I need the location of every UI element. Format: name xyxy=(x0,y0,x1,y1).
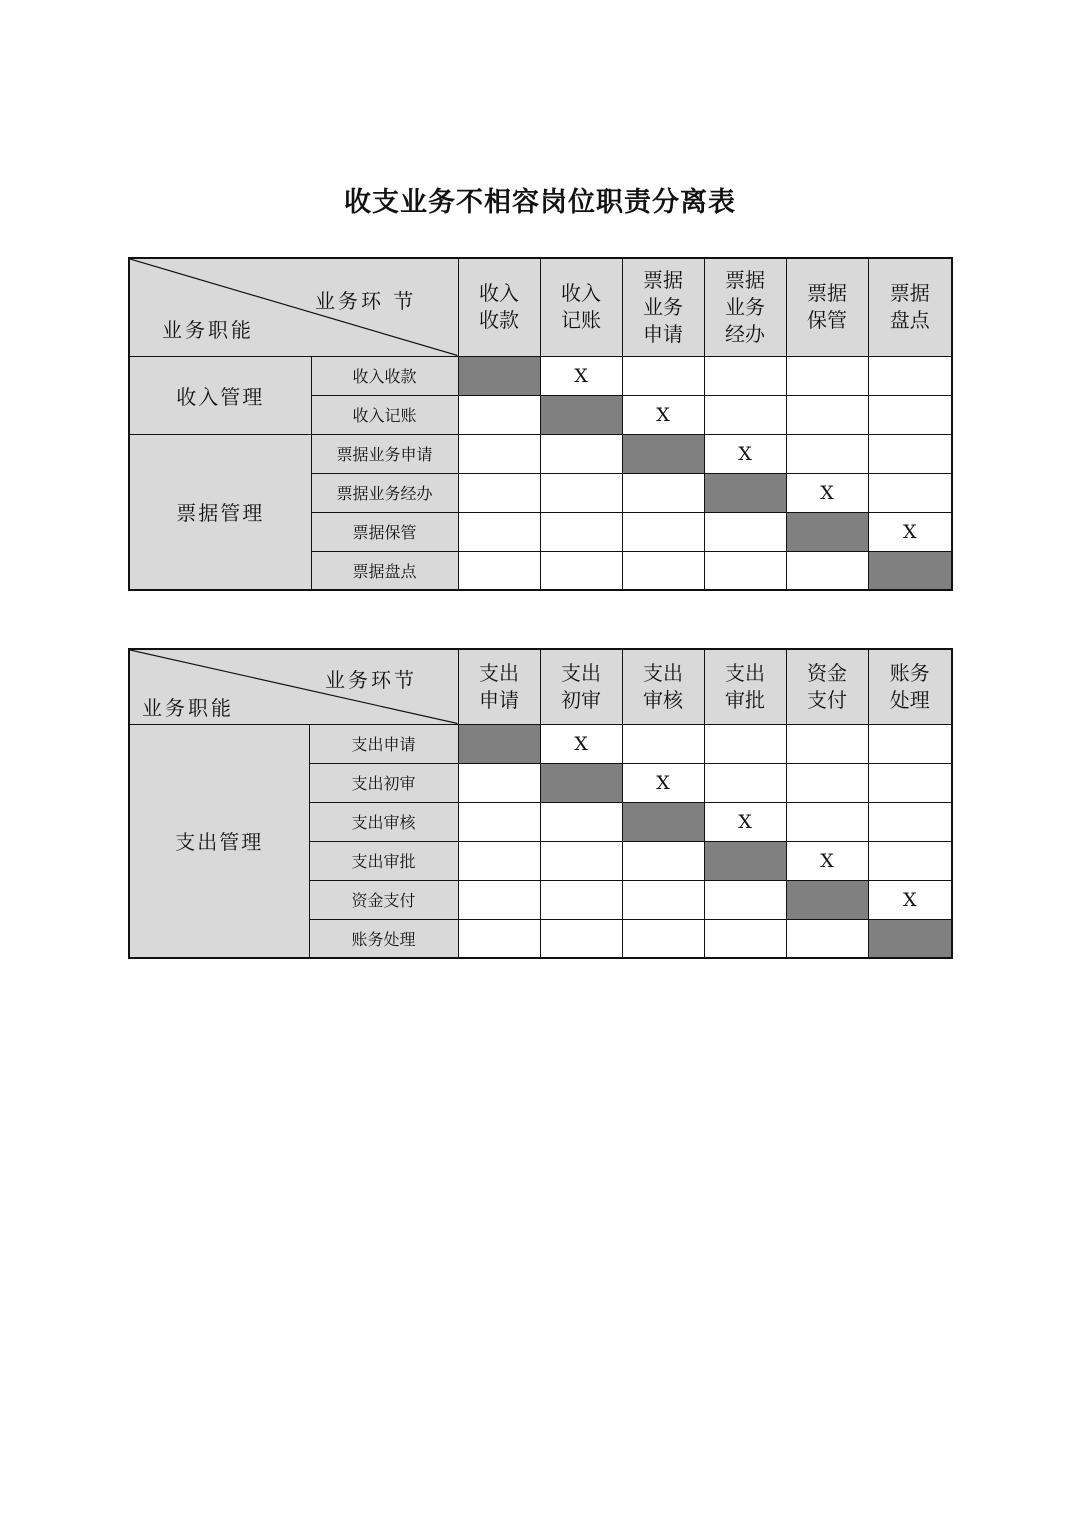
matrix-cell xyxy=(704,395,786,434)
matrix-cell xyxy=(786,919,868,958)
table-row xyxy=(129,724,952,763)
matrix-cell xyxy=(868,356,952,395)
column-header: 票据 盘点 xyxy=(868,258,952,356)
matrix-cell xyxy=(786,473,868,512)
shaded-cell xyxy=(868,919,952,958)
conflict-mark: X xyxy=(902,520,917,543)
corner-bottom-label: 业务职能 xyxy=(162,318,254,342)
column-header: 支出 审批 xyxy=(704,649,786,724)
column-header: 收入 记账 xyxy=(540,258,622,356)
matrix-cell xyxy=(458,919,540,958)
column-header: 支出 审核 xyxy=(622,649,704,724)
page-title: 收支业务不相容岗位职责分离表 xyxy=(344,187,736,218)
income-separation-table xyxy=(128,257,953,591)
column-header: 支出 申请 xyxy=(458,649,540,724)
matrix-cell xyxy=(622,356,704,395)
column-header: 收入 收款 xyxy=(458,258,540,356)
group-label: 票据管理 xyxy=(129,434,311,590)
matrix-cell xyxy=(868,473,952,512)
matrix-cell xyxy=(704,880,786,919)
corner-bottom-label: 业务职能 xyxy=(142,696,234,720)
shaded-cell xyxy=(458,724,540,763)
matrix-cell xyxy=(786,434,868,473)
column-header: 票据 业务 申请 xyxy=(622,258,704,356)
matrix-cell xyxy=(704,919,786,958)
matrix-cell xyxy=(868,512,952,551)
matrix-cell xyxy=(622,473,704,512)
matrix-cell xyxy=(704,512,786,551)
matrix-cell xyxy=(704,434,786,473)
matrix-cell xyxy=(458,473,540,512)
conflict-mark: X xyxy=(820,481,834,504)
matrix-cell xyxy=(540,841,622,880)
shaded-cell xyxy=(786,880,868,919)
conflict-mark: X xyxy=(574,364,588,387)
row-label: 收入收款 xyxy=(311,356,458,395)
row-label: 支出审核 xyxy=(309,802,458,841)
conflict-mark: X xyxy=(738,442,752,465)
matrix-cell xyxy=(786,763,868,802)
matrix-cell xyxy=(622,512,704,551)
row-label: 支出申请 xyxy=(309,724,458,763)
row-label: 支出审批 xyxy=(309,841,458,880)
matrix-cell xyxy=(540,802,622,841)
conflict-mark: X xyxy=(738,810,752,833)
matrix-cell xyxy=(786,724,868,763)
matrix-cell xyxy=(786,356,868,395)
row-label: 票据业务经办 xyxy=(311,473,458,512)
column-header: 资金 支付 xyxy=(786,649,868,724)
matrix-cell xyxy=(868,395,952,434)
shaded-cell xyxy=(868,551,952,590)
column-header: 票据 保管 xyxy=(786,258,868,356)
matrix-cell xyxy=(786,551,868,590)
matrix-cell xyxy=(868,802,952,841)
shaded-cell xyxy=(704,473,786,512)
row-label: 票据盘点 xyxy=(311,551,458,590)
row-label: 账务处理 xyxy=(309,919,458,958)
row-label: 收入记账 xyxy=(311,395,458,434)
matrix-cell xyxy=(540,724,622,763)
table-body xyxy=(129,649,952,958)
matrix-cell xyxy=(704,763,786,802)
matrix-cell xyxy=(622,551,704,590)
matrix-cell xyxy=(868,763,952,802)
matrix-cell xyxy=(540,880,622,919)
column-header: 账务 处理 xyxy=(868,649,952,724)
row-label: 票据保管 xyxy=(311,512,458,551)
matrix-cell xyxy=(622,395,704,434)
matrix-cell xyxy=(458,841,540,880)
matrix-cell xyxy=(540,551,622,590)
matrix-cell xyxy=(458,434,540,473)
shaded-cell xyxy=(622,802,704,841)
matrix-cell xyxy=(868,841,952,880)
matrix-cell xyxy=(622,763,704,802)
shaded-cell xyxy=(540,395,622,434)
matrix-cell xyxy=(540,434,622,473)
header-row xyxy=(129,649,952,724)
matrix-cell xyxy=(622,724,704,763)
row-label: 票据业务申请 xyxy=(311,434,458,473)
shaded-cell xyxy=(458,356,540,395)
matrix-cell xyxy=(868,880,952,919)
matrix-cell xyxy=(868,724,952,763)
corner-header xyxy=(129,649,458,724)
row-label: 资金支付 xyxy=(309,880,458,919)
matrix-cell xyxy=(458,551,540,590)
matrix-cell xyxy=(622,841,704,880)
conflict-mark: X xyxy=(820,849,834,872)
matrix-cell xyxy=(540,356,622,395)
shaded-cell xyxy=(540,763,622,802)
matrix-cell xyxy=(786,841,868,880)
matrix-cell xyxy=(786,395,868,434)
group-label: 支出管理 xyxy=(129,724,309,958)
matrix-cell xyxy=(704,802,786,841)
table-row xyxy=(129,356,952,395)
corner-top-label: 业务环节 xyxy=(325,668,417,692)
column-header: 票据 业务 经办 xyxy=(704,258,786,356)
table-body xyxy=(129,258,952,590)
expense-separation-table xyxy=(128,648,953,959)
matrix-cell xyxy=(458,763,540,802)
matrix-cell xyxy=(868,434,952,473)
row-label: 支出初审 xyxy=(309,763,458,802)
matrix-cell xyxy=(622,919,704,958)
conflict-mark: X xyxy=(656,771,670,794)
matrix-cell xyxy=(704,724,786,763)
conflict-mark: X xyxy=(574,732,588,755)
table-row xyxy=(129,434,952,473)
matrix-cell xyxy=(622,880,704,919)
conflict-mark: X xyxy=(656,403,670,426)
matrix-cell xyxy=(458,802,540,841)
matrix-cell xyxy=(540,512,622,551)
matrix-cell xyxy=(704,356,786,395)
conflict-mark: X xyxy=(902,888,917,911)
shaded-cell xyxy=(622,434,704,473)
matrix-cell xyxy=(704,551,786,590)
shaded-cell xyxy=(704,841,786,880)
column-header: 支出 初审 xyxy=(540,649,622,724)
group-label: 收入管理 xyxy=(129,356,311,434)
matrix-cell xyxy=(540,919,622,958)
matrix-cell xyxy=(540,473,622,512)
corner-top-label: 业务环 节 xyxy=(315,289,417,313)
matrix-cell xyxy=(786,802,868,841)
header-row xyxy=(129,258,952,356)
shaded-cell xyxy=(786,512,868,551)
matrix-cell xyxy=(458,512,540,551)
matrix-cell xyxy=(458,880,540,919)
matrix-cell xyxy=(458,395,540,434)
corner-header xyxy=(129,258,458,356)
